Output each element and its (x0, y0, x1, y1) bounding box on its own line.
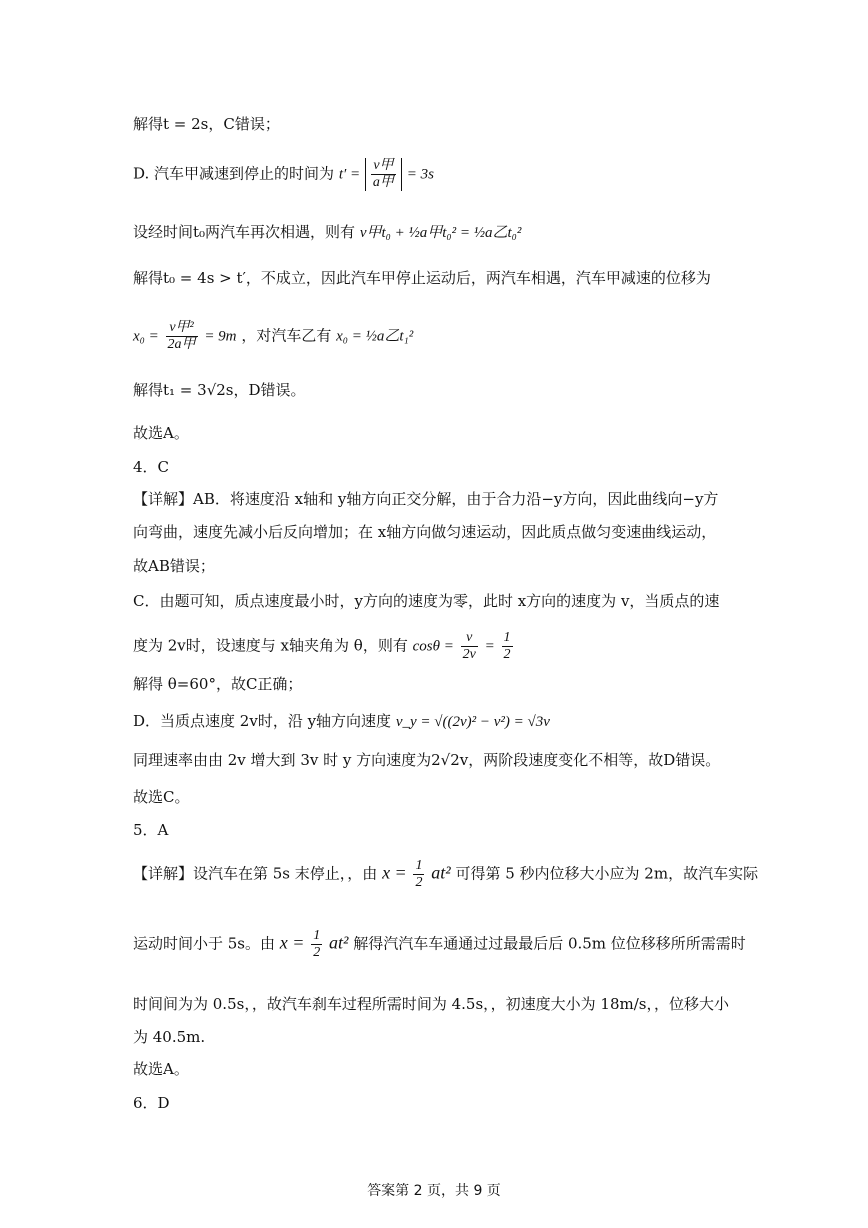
frac-num: v甲² (166, 320, 198, 337)
text-line-5b (133, 928, 746, 961)
eq-lhs: t′ = (338, 166, 361, 183)
line-prefix: D. 汽车甲减速到停止的时间为 (133, 164, 335, 183)
frac-den: 2v (462, 647, 476, 662)
abs-fraction (365, 158, 402, 191)
eq-rhs: at² (431, 862, 451, 883)
line-text: 解得汽汽车车通通过过最最后后 0.5m 位位移移所所需需时 (353, 934, 746, 953)
text-line: 故选C。 (133, 788, 190, 806)
text-line: 6．D (133, 1094, 170, 1112)
text-line: 【详解】AB．将速度沿 x轴和 y轴方向正交分解，由于合力沿−y方向，因此曲线向−y方 (133, 490, 719, 508)
text-line: 时间间为为 0.5s，，故汽车刹车过程所需时间为 4.5s，，初速度大小为 18m/s，，位移大小 (133, 995, 729, 1013)
line-text: 度为 2v时，设速度与 x轴夹角为 θ，则有 (133, 636, 408, 655)
line-text: 【详解】设汽车在第 5s 末停止，，由 (133, 864, 378, 883)
text-line-cos (133, 630, 515, 663)
eq-lhs: cosθ = (412, 638, 454, 655)
text-line: 为 40.5m. (133, 1028, 206, 1046)
line-text: D．当质点速度 2v时，沿 y轴方向速度 (133, 712, 392, 730)
equation: v_y = √((2v)² − v²) = √3v (395, 714, 550, 730)
frac-den: 2a甲 (167, 337, 196, 352)
equation: x₀ = ½a乙t₁² (336, 328, 414, 345)
eq-lhs: x = (382, 862, 407, 883)
text-line: 向弯曲，速度先减小后反向增加；在 x轴方向做匀速运动，因此质点做匀变速曲线运动， (133, 523, 717, 541)
eq-lhs: x = (279, 932, 305, 953)
frac-num: v甲 (371, 158, 396, 175)
text-line: 解得t = 2s，C错误； (133, 115, 280, 133)
line-text: 可得第 5 秒内位移大小应为 2m，故汽车实际 (455, 864, 759, 883)
frac-num: 1 (503, 630, 511, 645)
text-line: 故选A。 (133, 424, 189, 442)
frac-num: 1 (313, 928, 321, 943)
line-prefix: 设经时间t₀两汽车再次相遇，则有 (133, 223, 356, 241)
line-text: ，对汽车乙有 (241, 326, 332, 345)
frac-den: 2 (415, 875, 423, 890)
text-line: 4．C (133, 458, 170, 476)
text-line: 故选A。 (133, 1060, 189, 1078)
text-line-d-time (133, 158, 434, 191)
line-text: 运动时间小于 5s。由 (133, 934, 276, 953)
eq-lhs: x₀ = (133, 328, 159, 345)
text-line: C．由题可知，质点速度最小时，y方向的速度为零，此时 x方向的速度为 v，当质点的速 (133, 592, 720, 610)
text-line-displacement (133, 320, 413, 353)
text-line: 解得t₀ = 4s > t′，不成立，因此汽车甲停止运动后，两汽车相遇，汽车甲减速的位移为 (133, 269, 711, 287)
frac-den: a甲 (372, 175, 394, 190)
text-line-vy (133, 711, 550, 732)
eq-rhs: = 3s (406, 166, 434, 183)
frac-den: 2 (503, 647, 511, 662)
text-line: 同理速率由由 2v 增大到 3v 时 y 方向速度为2√2v，两阶段速度变化不相等，故D错误。 (133, 751, 721, 769)
frac-num: 1 (415, 858, 423, 873)
frac-num: v (461, 630, 478, 647)
frac-den: 2 (313, 945, 321, 960)
equation: v甲t₀ + ½a甲t₀² = ½a乙t₀² (359, 225, 522, 241)
eq-rhs: at² (329, 932, 349, 953)
text-line-detail-5 (133, 858, 758, 891)
eq-rhs: = 9m (204, 328, 237, 345)
text-line-meet (133, 222, 521, 243)
text-line: 故AB错误； (133, 557, 215, 575)
text-line: 5．A (133, 821, 169, 839)
text-line: 解得 θ=60°，故C正确； (133, 675, 303, 693)
page-footer: 答案第 2 页，共 9 页 (367, 1183, 501, 1199)
eq-sign: = (484, 638, 495, 655)
text-line: 解得t₁ = 3√2s，D错误。 (133, 381, 306, 399)
